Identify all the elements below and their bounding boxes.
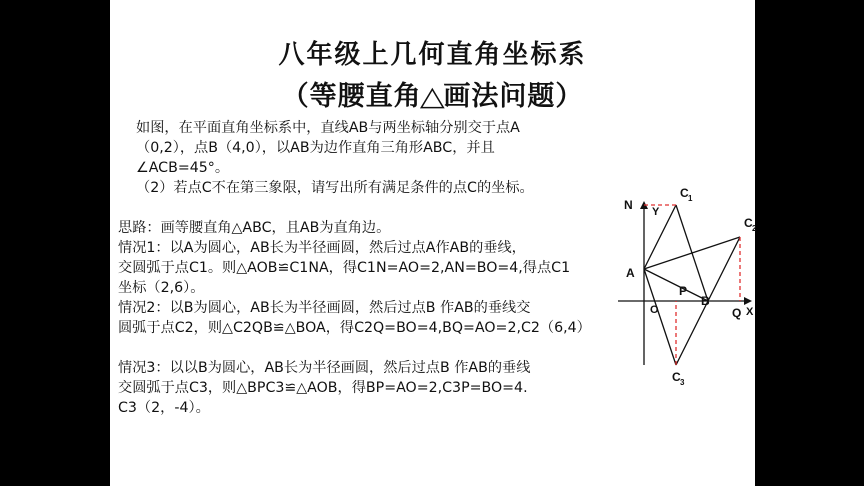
analysis-line: 情况2：以B为圆心，AB长为半径画圆，然后过点B 作AB的垂线交 [118,300,531,316]
label-n: N [624,198,633,212]
analysis-line: 思路：画等腰直角△ABC，且AB为直角边。 [118,220,391,236]
label-c3-main: C [672,370,681,384]
problem-statement [136,118,606,198]
analysis-line: 圆弧于点C2，则△C2QB≌△BOA，得C2Q=BO=4,BQ=AO=2,C2（6,4） [118,320,591,336]
analysis-line: 坐标（2,6）。 [118,280,205,296]
title-line-1: 八年级上几何直角坐标系 [278,40,587,70]
problem-line: （2）若点C不在第三象限，请写出所有满足条件的点C的坐标。 [136,180,534,196]
analysis-line: C3（2，-4）。 [118,400,210,416]
problem-line: ∠ACB=45°。 [136,160,230,176]
label-a: A [626,266,635,280]
analysis-line: 交圆弧于点C3，则△BPC3≌△AOB，得BP=AO=2,C3P=BO=4. [118,380,528,396]
label-x: X [746,306,754,318]
problem-line: 如图，在平面直角坐标系中，直线AB与两坐标轴分别交于点A [136,120,520,136]
title-line-2-open: （等腰直角 [281,81,422,112]
label-c1-sub: 1 [688,194,693,203]
label-c2-sub: 2 [752,224,757,233]
title-triangle-symbol: △ [419,81,446,112]
label-c1-main: C [680,186,689,200]
title-line-2-close: 画法问题） [443,81,584,112]
label-q: Q [732,306,742,320]
analysis-spacer [118,338,608,358]
segment-a-c2 [644,237,740,269]
analysis-line: 情况1：以A为圆心，AB长为半径画圆，然后过点A作AB的垂线， [118,240,526,256]
label-c3-sub: 3 [680,378,685,387]
solution-analysis [118,218,608,418]
title-line-2 [110,74,755,113]
label-y: Y [652,206,660,218]
analysis-line: 交圆弧于点C1。则△AOB≌C1NA，得C1N=AO=2,AN=BO=4,得点C1 [118,260,571,276]
label-c2-main: C [744,216,753,230]
label-o: O [650,304,659,316]
slide [110,0,755,486]
segment-b-c3 [676,301,708,365]
x-axis-arrow [744,297,752,305]
label-p: P [679,284,688,298]
problem-line: （0,2），点B（4,0），以AB为边作直角三角形ABC，并且 [136,140,495,156]
label-b: B [701,294,710,308]
geometry-figure [610,186,757,387]
analysis-line: 情况3：以以B为圆心，AB长为半径画圆，然后过点B 作AB的垂线 [118,360,531,376]
segment-a-c3 [644,269,676,365]
